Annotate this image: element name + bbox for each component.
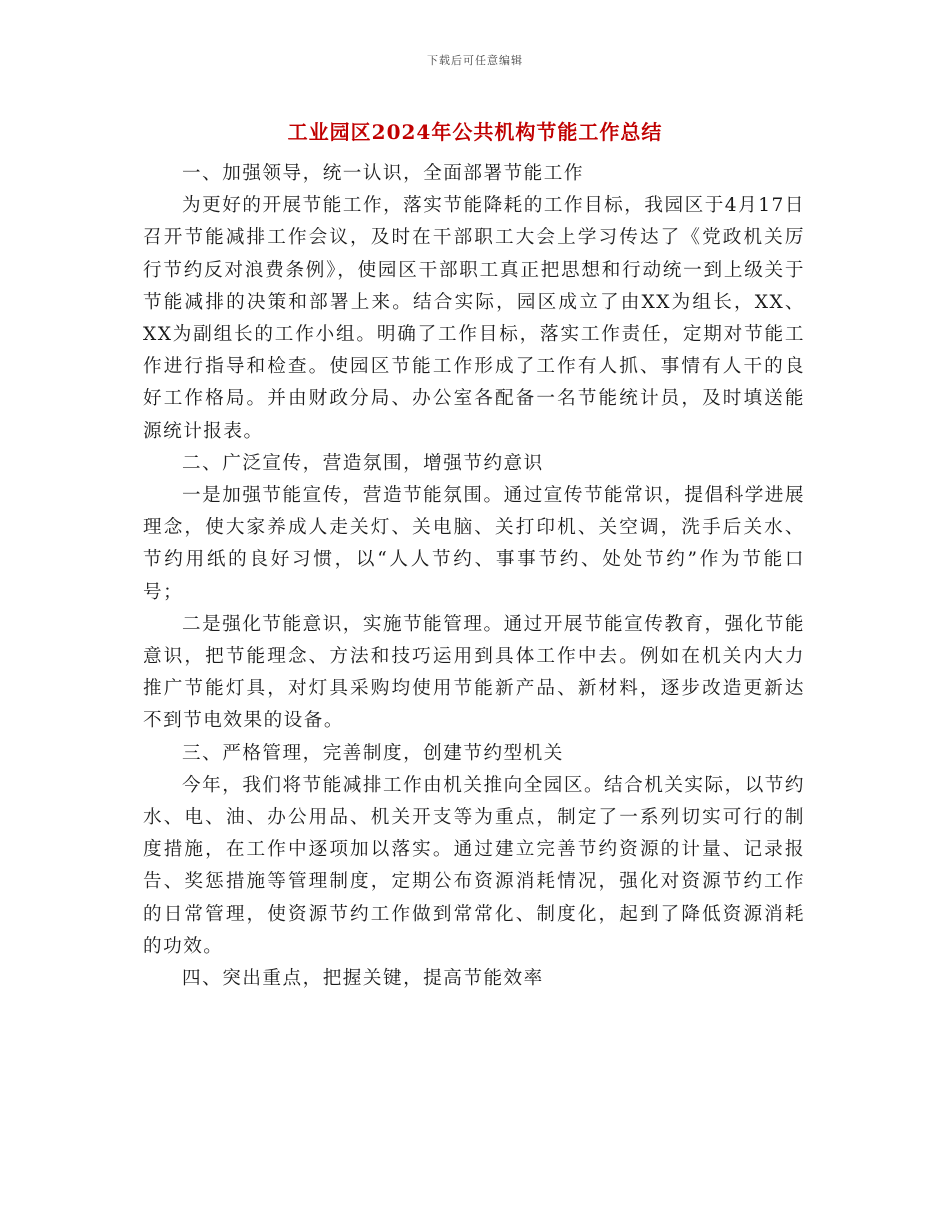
document-title: 工业园区2024年公共机构节能工作总结 xyxy=(287,120,663,144)
section-heading-1: 一、加强领导，统一认识，全面部署节能工作 xyxy=(182,163,584,184)
header-note: 下载后可任意编辑 xyxy=(427,54,523,67)
document-body xyxy=(143,158,805,995)
paragraph: 为更好的开展节能工作，落实节能降耗的工作目标，我园区于4月17日召开节能减排工作会议，及时在干部职工大会上学习传达了《党政机关厉行节约反对浪费条例》，使园区干部职工真正把思想和行动统一到上级关于节能减排的决策和部署上来。结合实际，园区成立了由XX为组长，XX、XX为副组长的工作小组。明确了工作目标，落实工作责任，定期对节能工作进行指导和检查。使园区节能工作形成了工作有人抓、事情有人干的良好工作格局。并由财政分局、办公室各配备一名节能统计员，及时填送能源统计报表。 xyxy=(143,195,805,442)
paragraph: 一是加强节能宣传，营造节能氛围。通过宣传节能常识，提倡科学进展理念，使大家养成人走关灯、关电脑、关打印机、关空调，洗手后关水、节约用纸的良好习惯，以“人人节约、事事节约、处处节约”作为节能口号； xyxy=(143,485,805,603)
paragraph: 二是强化节能意识，实施节能管理。通过开展节能宣传教育，强化节能意识，把节能理念、方法和技巧运用到具体工作中去。例如在机关内大力推广节能灯具，对灯具采购均使用节能新产品、新材料，逐步改造更新达不到节电效果的设备。 xyxy=(143,613,805,732)
section-heading-3: 三、严格管理，完善制度，创建节约型机关 xyxy=(182,742,564,764)
section-heading-2: 二、广泛宣传，营造氛围，增强节约意识 xyxy=(182,452,544,474)
paragraph: 今年，我们将节能减排工作由机关推向全园区。结合机关实际，以节约水、电、油、办公用品、机关开支等为重点，制定了一系列切实可行的制度措施，在工作中逐项加以落实。通过建立完善节约资源的计量、记录报告、奖惩措施等管理制度，定期公布资源消耗情况，强化对资源节约工作的日常管理，使资源节约工作做到常常化、制度化，起到了降低资源消耗的功效。 xyxy=(143,774,805,957)
section-heading-4: 四、突出重点，把握关键，提高节能效率 xyxy=(182,968,544,990)
